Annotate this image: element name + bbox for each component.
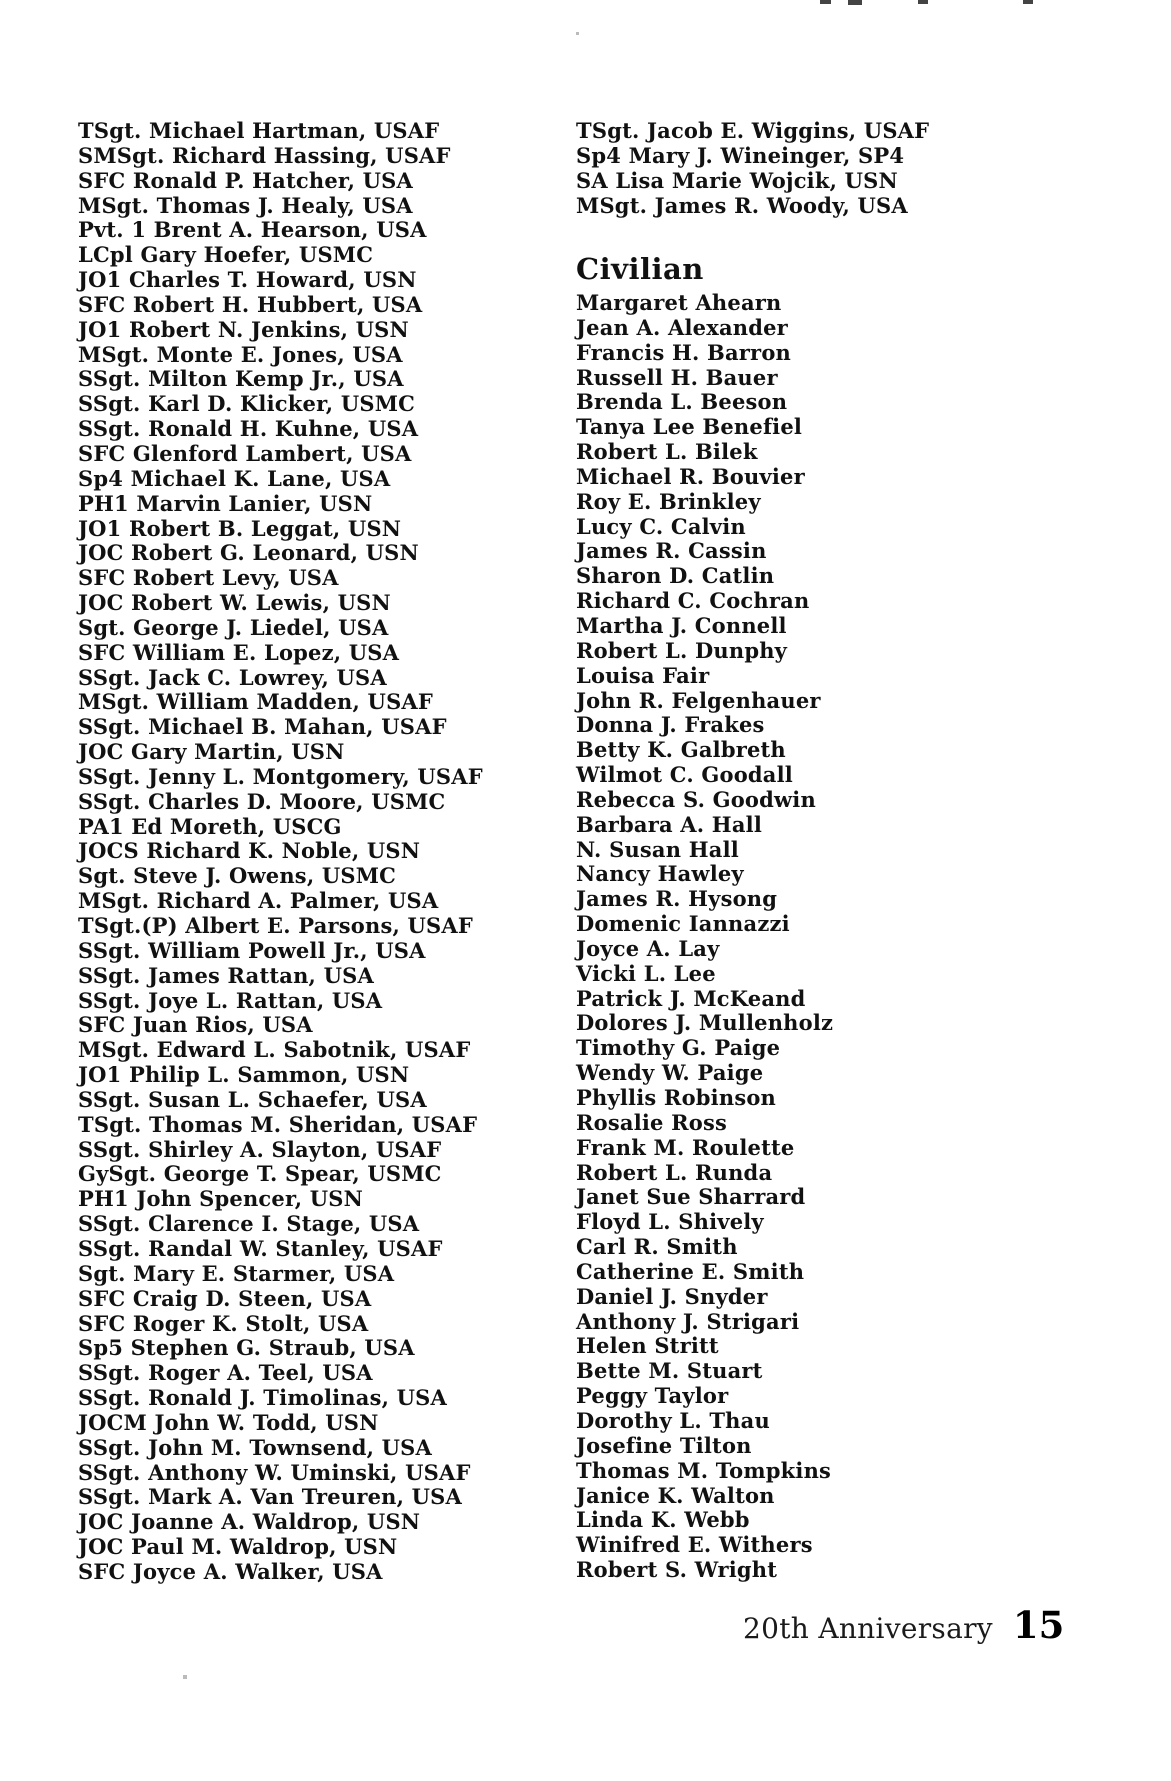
list-item: Robert L. Bilek xyxy=(576,439,758,465)
scan-artifact xyxy=(183,1675,187,1679)
list-item: SMSgt. Richard Hassing, USAF xyxy=(78,142,451,168)
list-item: JO1 Robert N. Jenkins, USN xyxy=(78,316,409,342)
list-item: Francis H. Barron xyxy=(576,339,791,365)
military-names-right-column xyxy=(576,119,929,218)
list-item: Linda K. Webb xyxy=(576,1507,750,1533)
list-item: SSgt. Milton Kemp Jr., USA xyxy=(78,366,404,392)
list-item: JOCM John W. Todd, USN xyxy=(78,1409,379,1435)
list-item: PH1 John Spencer, USN xyxy=(78,1186,364,1212)
list-item: SSgt. Roger A. Teel, USA xyxy=(78,1360,373,1386)
list-item: Timothy G. Paige xyxy=(576,1035,781,1061)
list-item: Lucy C. Calvin xyxy=(576,513,746,539)
list-item: MSgt. Monte E. Jones, USA xyxy=(78,341,403,367)
list-item: Anthony J. Strigari xyxy=(576,1308,800,1334)
list-item: SSgt. Karl D. Klicker, USMC xyxy=(78,391,416,417)
list-item: SSgt. Jack C. Lowrey, USA xyxy=(78,664,387,690)
list-item: Sharon D. Catlin xyxy=(576,563,775,589)
list-item: JO1 Charles T. Howard, USN xyxy=(78,267,417,293)
list-item: GySgt. George T. Spear, USMC xyxy=(78,1161,442,1187)
military-names-left-column xyxy=(78,119,483,1585)
list-item: Vicki L. Lee xyxy=(576,960,716,986)
scan-artifact xyxy=(918,0,928,4)
list-item: SSgt. John M. Townsend, USA xyxy=(78,1434,433,1460)
list-item: Sgt. George J. Liedel, USA xyxy=(78,614,389,640)
list-item: Robert S. Wright xyxy=(576,1557,778,1583)
list-item: SFC Ronald P. Hatcher, USA xyxy=(78,167,414,193)
list-item: Roy E. Brinkley xyxy=(576,488,761,514)
page-number: 15 xyxy=(1012,1603,1065,1647)
list-item: Daniel J. Snyder xyxy=(576,1283,768,1309)
list-item: SSgt. Michael B. Mahan, USAF xyxy=(78,714,447,740)
list-item: MSgt. Edward L. Sabotnik, USAF xyxy=(78,1037,471,1063)
list-item: JOC Robert W. Lewis, USN xyxy=(78,590,391,616)
list-item: James R. Cassin xyxy=(576,538,767,564)
list-item: Richard C. Cochran xyxy=(576,588,810,614)
list-item: SSgt. Jenny L. Montgomery, USAF xyxy=(78,763,483,789)
list-item: Phyllis Robinson xyxy=(576,1085,777,1110)
list-item: Helen Stritt xyxy=(576,1333,719,1359)
list-item: Margaret Ahearn xyxy=(576,290,782,315)
list-item: Sp5 Stephen G. Straub, USA xyxy=(78,1335,415,1361)
list-item: JO1 Robert B. Leggat, USN xyxy=(78,515,402,541)
list-item: Frank M. Roulette xyxy=(576,1134,795,1160)
list-item: Jean A. Alexander xyxy=(576,314,788,340)
list-item: TSgt. Jacob E. Wiggins, USAF xyxy=(576,118,930,143)
list-item: Winifred E. Withers xyxy=(576,1532,813,1558)
list-item: Rosalie Ross xyxy=(576,1109,728,1135)
list-item: JOC Paul M. Waldrop, USN xyxy=(78,1534,398,1560)
civilian-names-list xyxy=(576,291,833,1583)
list-item: Sp4 Michael K. Lane, USA xyxy=(78,465,391,491)
list-item: Patrick J. McKeand xyxy=(576,985,806,1011)
footer-anniversary-label: 20th Anniversary xyxy=(743,1612,993,1645)
list-item: SFC Craig D. Steen, USA xyxy=(78,1285,372,1311)
list-item: JOC Gary Martin, USN xyxy=(78,739,345,765)
list-item: Sgt. Mary E. Starmer, USA xyxy=(78,1260,395,1286)
list-item: Nancy Hawley xyxy=(576,861,744,887)
list-item: MSgt. Thomas J. Healy, USA xyxy=(78,192,413,218)
page-footer xyxy=(743,1603,1064,1647)
list-item: SFC Joyce A. Walker, USA xyxy=(78,1558,383,1584)
list-item: Martha J. Connell xyxy=(576,612,787,638)
list-item: LCpl Gary Hoefer, USMC xyxy=(78,242,374,268)
list-item: PH1 Marvin Lanier, USN xyxy=(78,490,373,516)
list-item: James R. Hysong xyxy=(576,886,778,912)
list-item: PA1 Ed Moreth, USCG xyxy=(78,813,342,839)
list-item: MSgt. James R. Woody, USA xyxy=(576,192,908,218)
list-item: JOCS Richard K. Noble, USN xyxy=(78,838,421,864)
list-item: Sgt. Steve J. Owens, USMC xyxy=(78,863,397,889)
list-item: SFC Roger K. Stolt, USA xyxy=(78,1310,369,1336)
list-item: SSgt. James Rattan, USA xyxy=(78,962,374,988)
list-item: Thomas M. Tompkins xyxy=(576,1457,832,1483)
list-item: MSgt. William Madden, USAF xyxy=(78,689,434,715)
list-item: MSgt. Richard A. Palmer, USA xyxy=(78,888,439,914)
list-item: Louisa Fair xyxy=(576,662,710,688)
scan-artifact xyxy=(820,0,831,4)
scan-artifact xyxy=(576,32,579,35)
list-item: JOC Robert G. Leonard, USN xyxy=(78,540,419,566)
list-item: Robert L. Dunphy xyxy=(576,637,788,663)
list-item: Sp4 Mary J. Wineinger, SP4 xyxy=(576,142,905,168)
list-item: Wendy W. Paige xyxy=(576,1060,764,1086)
list-item: TSgt. Thomas M. Sheridan, USAF xyxy=(78,1111,478,1137)
list-item: SFC William E. Lopez, USA xyxy=(78,639,400,665)
list-item: SSgt. Clarence I. Stage, USA xyxy=(78,1211,420,1237)
list-item: Brenda L. Beeson xyxy=(576,389,788,415)
list-item: Barbara A. Hall xyxy=(576,811,763,837)
list-item: Josefine Tilton xyxy=(576,1432,752,1458)
list-item: TSgt. Michael Hartman, USAF xyxy=(78,118,440,143)
list-item: Janice K. Walton xyxy=(576,1482,775,1508)
list-item: SFC Glenford Lambert, USA xyxy=(78,440,412,466)
list-item: Rebecca S. Goodwin xyxy=(576,786,816,812)
list-item: SSgt. Anthony W. Uminski, USAF xyxy=(78,1459,471,1485)
list-item: Dolores J. Mullenholz xyxy=(576,1010,834,1036)
list-item: Peggy Taylor xyxy=(576,1383,729,1409)
list-item: Donna J. Frakes xyxy=(576,712,765,738)
list-item: SSgt. Charles D. Moore, USMC xyxy=(78,788,446,814)
list-item: John R. Felgenhauer xyxy=(576,687,821,713)
list-item: SSgt. Randal W. Stanley, USAF xyxy=(78,1235,443,1261)
list-item: Bette M. Stuart xyxy=(576,1358,763,1384)
list-item: Russell H. Bauer xyxy=(576,364,778,390)
list-item: JO1 Philip L. Sammon, USN xyxy=(78,1062,410,1088)
civilian-section-heading: Civilian xyxy=(576,252,704,286)
list-item: SSgt. Ronald H. Kuhne, USA xyxy=(78,416,419,442)
list-item: N. Susan Hall xyxy=(576,836,739,862)
list-item: SSgt. Susan L. Schaefer, USA xyxy=(78,1086,427,1112)
list-item: SFC Robert H. Hubbert, USA xyxy=(78,291,423,317)
list-item: SSgt. William Powell Jr., USA xyxy=(78,937,426,963)
list-item: SSgt. Joye L. Rattan, USA xyxy=(78,987,383,1013)
list-item: SFC Juan Rios, USA xyxy=(78,1012,313,1038)
list-item: Dorothy L. Thau xyxy=(576,1407,770,1433)
list-item: SSgt. Ronald J. Timolinas, USA xyxy=(78,1385,447,1411)
list-item: TSgt.(P) Albert E. Parsons, USAF xyxy=(78,913,474,938)
list-item: Tanya Lee Benefiel xyxy=(576,414,803,440)
list-item: Robert L. Runda xyxy=(576,1159,773,1185)
list-item: Wilmot C. Goodall xyxy=(576,762,793,788)
list-item: SSgt. Shirley A. Slayton, USAF xyxy=(78,1136,442,1162)
list-item: JOC Joanne A. Waldrop, USN xyxy=(78,1509,421,1535)
list-item: Catherine E. Smith xyxy=(576,1258,805,1284)
list-item: Betty K. Galbreth xyxy=(576,737,786,763)
list-item: SA Lisa Marie Wojcik, USN xyxy=(576,167,898,193)
list-item: Janet Sue Sharrard xyxy=(576,1184,806,1210)
list-item: Carl R. Smith xyxy=(576,1234,738,1260)
list-item: SSgt. Mark A. Van Treuren, USA xyxy=(78,1484,462,1510)
list-item: Michael R. Bouvier xyxy=(576,463,805,489)
list-item: Pvt. 1 Brent A. Hearson, USA xyxy=(78,217,427,243)
list-item: SFC Robert Levy, USA xyxy=(78,565,339,591)
list-item: Joyce A. Lay xyxy=(576,935,720,961)
list-item: Domenic Iannazzi xyxy=(576,911,790,937)
list-item: Floyd L. Shively xyxy=(576,1209,764,1235)
scan-artifact xyxy=(848,0,862,5)
scan-artifact xyxy=(1023,0,1033,4)
